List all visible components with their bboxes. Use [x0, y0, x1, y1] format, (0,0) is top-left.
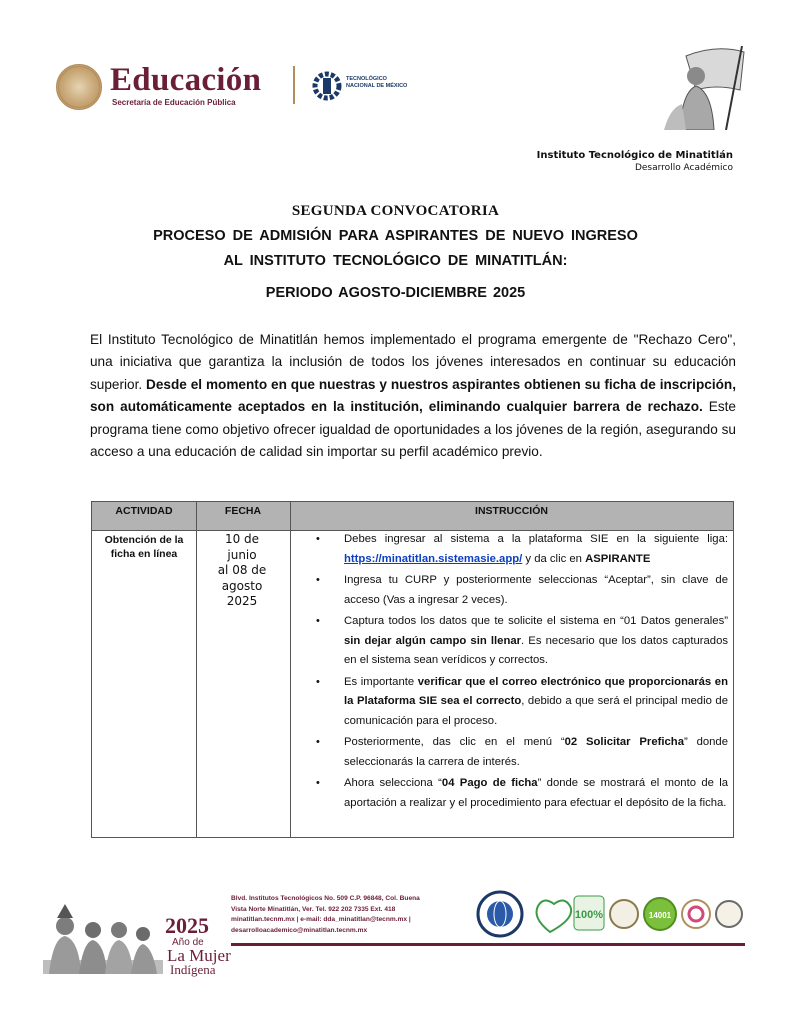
- instruction-item: [310, 774, 728, 813]
- header-fecha: FECHA: [196, 502, 290, 531]
- step-text: Debes ingresar al sistema a la plataforma SIE en la siguiente liga:: [344, 533, 728, 545]
- year-caption: La Mujer: [167, 946, 231, 965]
- iso-14001-badge-icon: [642, 890, 678, 938]
- date-line: 10 de: [224, 532, 260, 546]
- step-bold-text: 04 Pago de ficha: [441, 777, 538, 789]
- date-line: junio: [227, 547, 257, 562]
- step-bold-text: ASPIRANTE: [585, 552, 651, 565]
- date-line: al 08 de: [217, 563, 267, 577]
- year-caption: Año de: [172, 937, 204, 948]
- step-text: Ingresa tu CURP y posteriormente seleccionas “Aceptar”, sin clave de acceso (Vas a ingresar 2 veces).: [344, 574, 728, 606]
- instruction-item: [310, 673, 728, 732]
- step-text: , debido a que será el principal medio de comunicación para el proceso.: [344, 695, 728, 727]
- intro-text-1: El Instituto Tecnológico de Minatitlán hemos implementado el programa emergente de "Rechazo Cero", una iniciativa que garantiza la inclusión de todos los jóvenes interesados en continuar su educación superior.: [90, 332, 736, 392]
- plastic-free-badge-icon: [530, 890, 606, 938]
- institute-block: [537, 150, 733, 173]
- tecnm-label: [346, 76, 407, 90]
- title-line-3: AL INSTITUTO TECNOLÓGICO DE MINATITLÁN:: [223, 253, 568, 269]
- step-text: Captura todos los datos que te solicite el sistema en “01 Datos generales”: [344, 615, 728, 627]
- step-text: Ahora selecciona “: [344, 777, 442, 789]
- header-divider: [293, 66, 295, 104]
- instruction-item: [310, 733, 728, 772]
- activity-cell: Obtención de la ficha en línea: [104, 534, 184, 560]
- bullet-icon: •: [316, 675, 320, 688]
- sie-platform-link[interactable]: https://minatitlan.sistemasie.app/: [344, 552, 523, 565]
- bullet-icon: •: [316, 736, 320, 748]
- brand-title: Educación: [110, 62, 262, 98]
- instruction-list: [310, 530, 728, 815]
- woman-flag-illustration: [656, 46, 746, 130]
- bullet-icon: •: [316, 615, 320, 627]
- instruction-item: [310, 571, 728, 610]
- quality-seal-icon: [608, 890, 640, 938]
- bullet-icon: •: [316, 574, 320, 586]
- title-line-4: PERIODO AGOSTO-DICIEMBRE 2025: [265, 285, 526, 301]
- bullet-icon: •: [316, 533, 320, 545]
- title-line-2: PROCESO DE ADMISIÓN PARA ASPIRANTES DE NUEVO INGRESO: [153, 228, 638, 244]
- tecnm-label-line2: NACIONAL DE MÉXICO: [346, 83, 408, 89]
- institute-name: Instituto Tecnológico de Minatitlán: [536, 150, 733, 161]
- address-line: minatitlan.tecnm.mx | e-mail: dda_minatitlan@tecnm.mx |: [231, 916, 411, 923]
- column-divider: [290, 502, 291, 837]
- step-text: . Es necesario que los datos capturados en el sistema sean verídicos y correctos.: [344, 634, 728, 666]
- intro-paragraph: [90, 329, 736, 463]
- step-text: Posteriormente, das clic en el menú “: [344, 736, 565, 748]
- mexico-seal-icon: [56, 64, 102, 110]
- address-line: Vista Norte Minatitlán, Ver. Tel. 922 202 7335 Ext. 418: [231, 905, 396, 913]
- address-line: desarrolloacademico@minatitlan.tecnm.mx: [231, 926, 368, 934]
- date-cell: [202, 532, 282, 610]
- globe-certification-icon: [474, 890, 526, 938]
- step-text: ” donde seleccionarás la carrera de interés.: [344, 736, 728, 768]
- gender-equity-badge-icon: [680, 890, 712, 938]
- step-text: ” donde se mostrará el monto de la aportación a realizar y el procedimiento para efectuar el depósito de la ficha.: [344, 777, 728, 809]
- step-bold-text: sin dejar algún campo sin llenar: [344, 634, 522, 647]
- title-line-1: SEGUNDA CONVOCATORIA: [291, 203, 500, 219]
- date-line: agosto: [221, 578, 263, 593]
- educacion-logo: [56, 62, 296, 112]
- accreditation-seal-icon: [714, 890, 744, 938]
- intro-text-2: Este programa tiene como objetivo ofrecer igualdad de oportunidades a los jóvenes de la región, asegurando su acceso a una educación de calidad sin importar su perfil académico previo.: [90, 399, 736, 460]
- footer-address: [231, 894, 471, 936]
- step-bold-text: 02 Solicitar Preficha: [564, 736, 684, 748]
- department-name: Desarrollo Académico: [634, 163, 733, 173]
- svg-text:14001: 14001: [648, 911, 672, 920]
- footer-rule: [231, 943, 745, 946]
- address-line: Blvd. Institutos Tecnológicos No. 509 C.P. 96848, Col. Buena: [231, 895, 420, 902]
- schedule-table: [91, 501, 734, 838]
- step-text: y da clic en: [522, 552, 586, 565]
- svg-text:100%: 100%: [574, 909, 604, 921]
- year-caption: Indígena: [170, 962, 216, 977]
- bullet-icon: •: [316, 777, 320, 789]
- indigenous-women-illustration: [43, 902, 163, 974]
- tecnm-label-line1: TECNOLÓGICO: [346, 76, 387, 82]
- header-instruccion: INSTRUCCIÓN: [290, 502, 733, 531]
- header-actividad: ACTIVIDAD: [92, 502, 196, 531]
- step-text: Es importante: [344, 675, 418, 688]
- step-bold-text: verificar que el correo electrónico que proporcionarás en la Plataforma SIE sea el correcto: [344, 675, 728, 707]
- tecnm-gear-icon: [312, 66, 342, 106]
- date-line: 2025: [226, 594, 258, 608]
- column-divider: [196, 502, 197, 837]
- brand-subtitle: Secretaría de Educación Pública: [112, 98, 236, 107]
- year-label: 2025: [165, 913, 209, 938]
- instruction-item: [310, 530, 728, 569]
- instruction-item: [310, 612, 728, 671]
- intro-bold-text: Desde el momento en que nuestras y nuestros aspirantes obtienen su ficha de inscripción, son automáticamente aceptados en la institución, eliminando cualquier barrera de rechazo.: [90, 376, 736, 415]
